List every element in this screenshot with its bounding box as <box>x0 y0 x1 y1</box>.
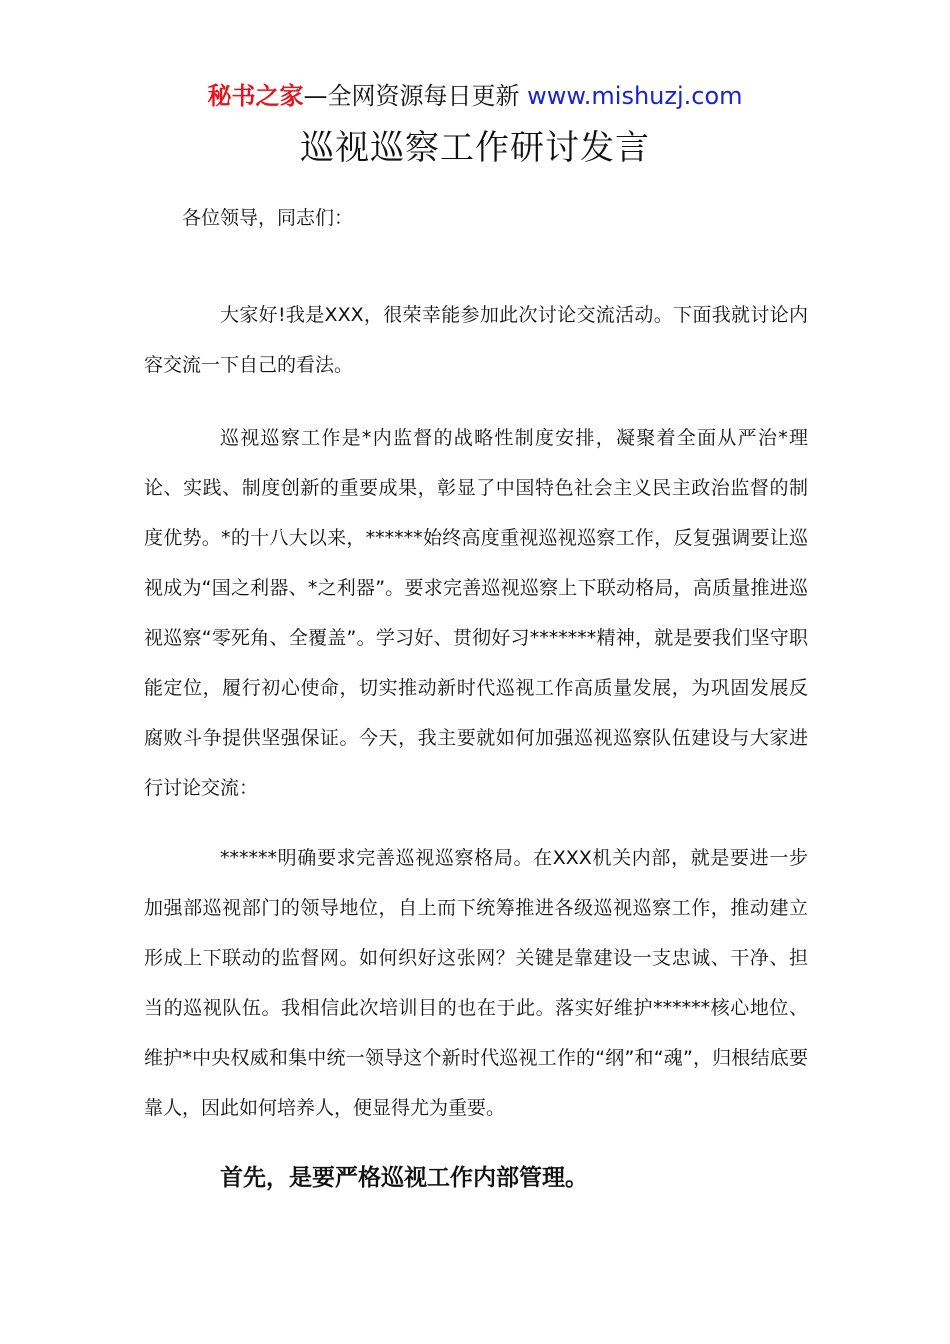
site-url-link[interactable]: www.mishuzj.com <box>527 82 743 110</box>
site-tagline: —全网资源每日更新 <box>303 82 520 110</box>
section-heading: 首先，是要严格巡视工作内部管理。 <box>220 1165 588 1191</box>
paragraph-background: 巡视巡察工作是*内监督的战略性制度安排，凝聚着全面从严治*理论、实践、制度创新的重要成果，彰显了中国特色社会主义民主政治监督的制度优势。*的十八大以来，******始终高度重视巡视巡察工作，反复强调要让巡视成为“国之利器、*之利器”。要求完善巡视巡察上下联动格局，高质量推进巡视巡察“零死角、全覆盖”。学习好、贯彻好习*******精神，就是要我们坚守职能定位，履行初心使命，切实推动新时代巡视工作高质量发展，为巩固发展反腐败斗争提供坚强保证。今天，我主要就如何加强巡视巡察队伍建设与大家进行讨论交流： <box>144 427 808 799</box>
paragraph-requirements: ******明确要求完善巡视巡察格局。在XXX机关内部，就是要进一步加强部巡视部门的领导地位，自上而下统筹推进各级巡视巡察工作，推动建立形成上下联动的监督网。如何织好这张网？关键是靠建设一支忠诚、干净、担当的巡视队伍。我相信此次培训目的也在于此。落实好维护******核心地位、维护*中央权威和集中统一领导这个新时代巡视工作的“纲”和“魂”，归根结底要靠人，因此如何培养人，便显得尤为重要。 <box>144 847 808 1119</box>
site-banner <box>0 80 950 112</box>
salutation: 各位领导，同志们： <box>182 207 354 229</box>
site-name: 秘书之家 <box>207 82 304 110</box>
document-title: 巡视巡察工作研讨发言 <box>300 128 650 168</box>
paragraph-greeting: 大家好!我是XXX，很荣幸能参加此次讨论交流活动。下面我就讨论内容交流一下自己的看法。 <box>144 304 808 376</box>
